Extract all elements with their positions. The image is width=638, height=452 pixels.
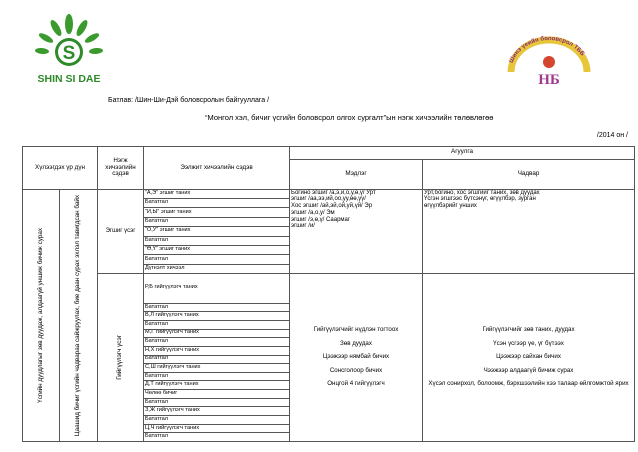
topic-row: Бататгал: [144, 433, 290, 442]
topic-row: “А,Э” эгшиг таних: [144, 189, 290, 198]
topic-row: Бататгал: [144, 355, 290, 364]
topic-row: Бататгал: [144, 236, 290, 245]
skill-line: Чээжээр алдаагүй бичиж сурах: [483, 366, 574, 374]
topic-row: Н,Х гийгүүлэгч таних: [144, 346, 290, 355]
topic-row: Ц,Ч гийгүүлэгч таних: [144, 424, 290, 433]
knowledge-line: Онцгой 4 гийгүүлэгч: [327, 380, 385, 388]
topic-row-summary: Дүгнэлт хичээл: [144, 264, 290, 273]
skill-vowels: [423, 189, 635, 273]
topic-row: З,Ж гийгүүлэгч таних: [144, 407, 290, 416]
document-title: “Монгол хэл, бичиг үсгийн боловсрол олгох сургалт”ын нэгж хичээлийн төлөвлөгөө: [205, 113, 494, 122]
knowledge-line: Гийгүүлэгчийг нүдлэн тогтоох: [313, 326, 399, 334]
year-label: /2014 он /: [596, 132, 628, 139]
unit-consonants-cell: [98, 274, 144, 442]
goal-outer-cell: [23, 189, 60, 441]
topic-row: “О,У” эгшиг таних: [144, 227, 290, 236]
shine-uein-bolovsrol-logo: [505, 28, 593, 88]
skill-consonants: [423, 274, 635, 442]
topic-row: Бататгал: [144, 217, 290, 226]
knowledge-line: Хос эгшиг /ай,эй,ой,уй,үй/ Эр: [291, 203, 373, 210]
header-lesson-topic: Ээлжит хичээлийн сэдэв: [144, 147, 290, 190]
svg-text:SHIN SI DAE: SHIN SI DAE: [37, 73, 101, 85]
topic-row: Бататгал: [144, 372, 290, 381]
skill-line: Үсгэн эгшгээс бүтсэнүг, өгүүлбэр, зурган: [424, 196, 536, 203]
topic-row: Бататгал: [144, 320, 290, 329]
topic-row: В,Л гийгүүлэгч таних: [144, 312, 290, 321]
goal-inner-cell: [60, 189, 98, 441]
header-unit-topic: Нэгж хичээлийн сэдэв: [98, 147, 144, 190]
svg-text:НБ: НБ: [538, 72, 560, 88]
skill-line: Урт,богино, хос эгшгийг таних, зөв дуудах: [424, 189, 540, 196]
topic-row: Бататгал: [144, 303, 290, 312]
topic-row: С,Ш гийгүүлэгч таних: [144, 364, 290, 373]
knowledge-vowels: [290, 189, 423, 273]
knowledge-consonants: [290, 274, 423, 442]
topic-row: Бататгал: [144, 255, 290, 264]
knowledge-line: Сонсголоор бичих: [329, 366, 383, 374]
knowledge-line: эгшиг /э,ө,ү/ Саармаг: [291, 216, 351, 223]
skill-line: Цээжээр сайхан бичих: [496, 353, 561, 361]
knowledge-line: Цээжээр нямбай бичих: [322, 353, 390, 361]
knowledge-line: Богино эгшиг /а,э,и,о,у,ө,ү/ Урт: [291, 189, 376, 196]
topic-row: Р,Б гийгүүлэгч таних: [144, 274, 290, 304]
unit-vowels: Эгшиг үсэг: [98, 189, 144, 273]
topic-row: Чөлөө бичиг: [144, 390, 290, 399]
unit-consonants: Гийгүүлэгч үсэг: [116, 335, 124, 380]
topic-row: Бататгал: [144, 398, 290, 407]
topic-row: Бататгал: [144, 416, 290, 425]
skill-line: Үсэн үсгээр үе, үг бүтээх: [493, 339, 564, 347]
knowledge-line: эгшиг /аа,ээ,ий,оо,уу,өө,үү/: [291, 196, 366, 203]
knowledge-line: эгшиг /и/: [291, 223, 315, 230]
topic-row: М,Г гийгүүлэгч таних: [144, 329, 290, 338]
topic-row: Д,Т гийгүүлэгч таних: [144, 381, 290, 390]
topic-row: “Ө,Ү” эгшиг таних: [144, 245, 290, 254]
skill-line: өгүүлбэрийг унших: [424, 203, 477, 210]
header-knowledge: Мэдлэг: [290, 159, 423, 189]
skill-line: Гийгүүлэгчийг зөв таних, дуудах: [482, 326, 575, 334]
goal-inner-text: Цаашид бичиг үсгийн чадвараа сайжруулах, бие даан сурах эхлэл тавигдсан байх: [74, 194, 82, 436]
topic-row: “И,Ы” эгшиг таних: [144, 208, 290, 217]
approval-line: Батлав: /Шин-Ши-Дэй боловсролын байгууллага /: [108, 97, 270, 104]
skill-line: Хүсэл сонирхол, болоомж, бэрхшээлийн хээ талаар өйлгомжтой ярих: [428, 380, 629, 388]
knowledge-line: эгшиг /а,о,у/ Эм: [291, 209, 335, 216]
lesson-plan-table: [22, 146, 635, 442]
topic-row: Бататгал: [144, 338, 290, 347]
knowledge-line: Зөв дуудах: [340, 339, 372, 347]
topic-row: Бататгал: [144, 199, 290, 208]
svg-text:Шинэ үеийн боловсрол ТББ: Шинэ үеийн боловсрол ТББ: [508, 35, 586, 65]
svg-text:S: S: [62, 43, 76, 64]
header-content: Агуулга: [290, 147, 635, 160]
header-skill: Чадвар: [423, 159, 635, 189]
shin-si-dae-logo: [30, 10, 108, 88]
goal-outer-text: Үсгийн дуудлагыг зөв дуудаж, алдаагүй уншиж бичиж сурах: [36, 227, 44, 403]
header-expected-result: Хүлээгдэх үр дүн: [23, 147, 98, 190]
